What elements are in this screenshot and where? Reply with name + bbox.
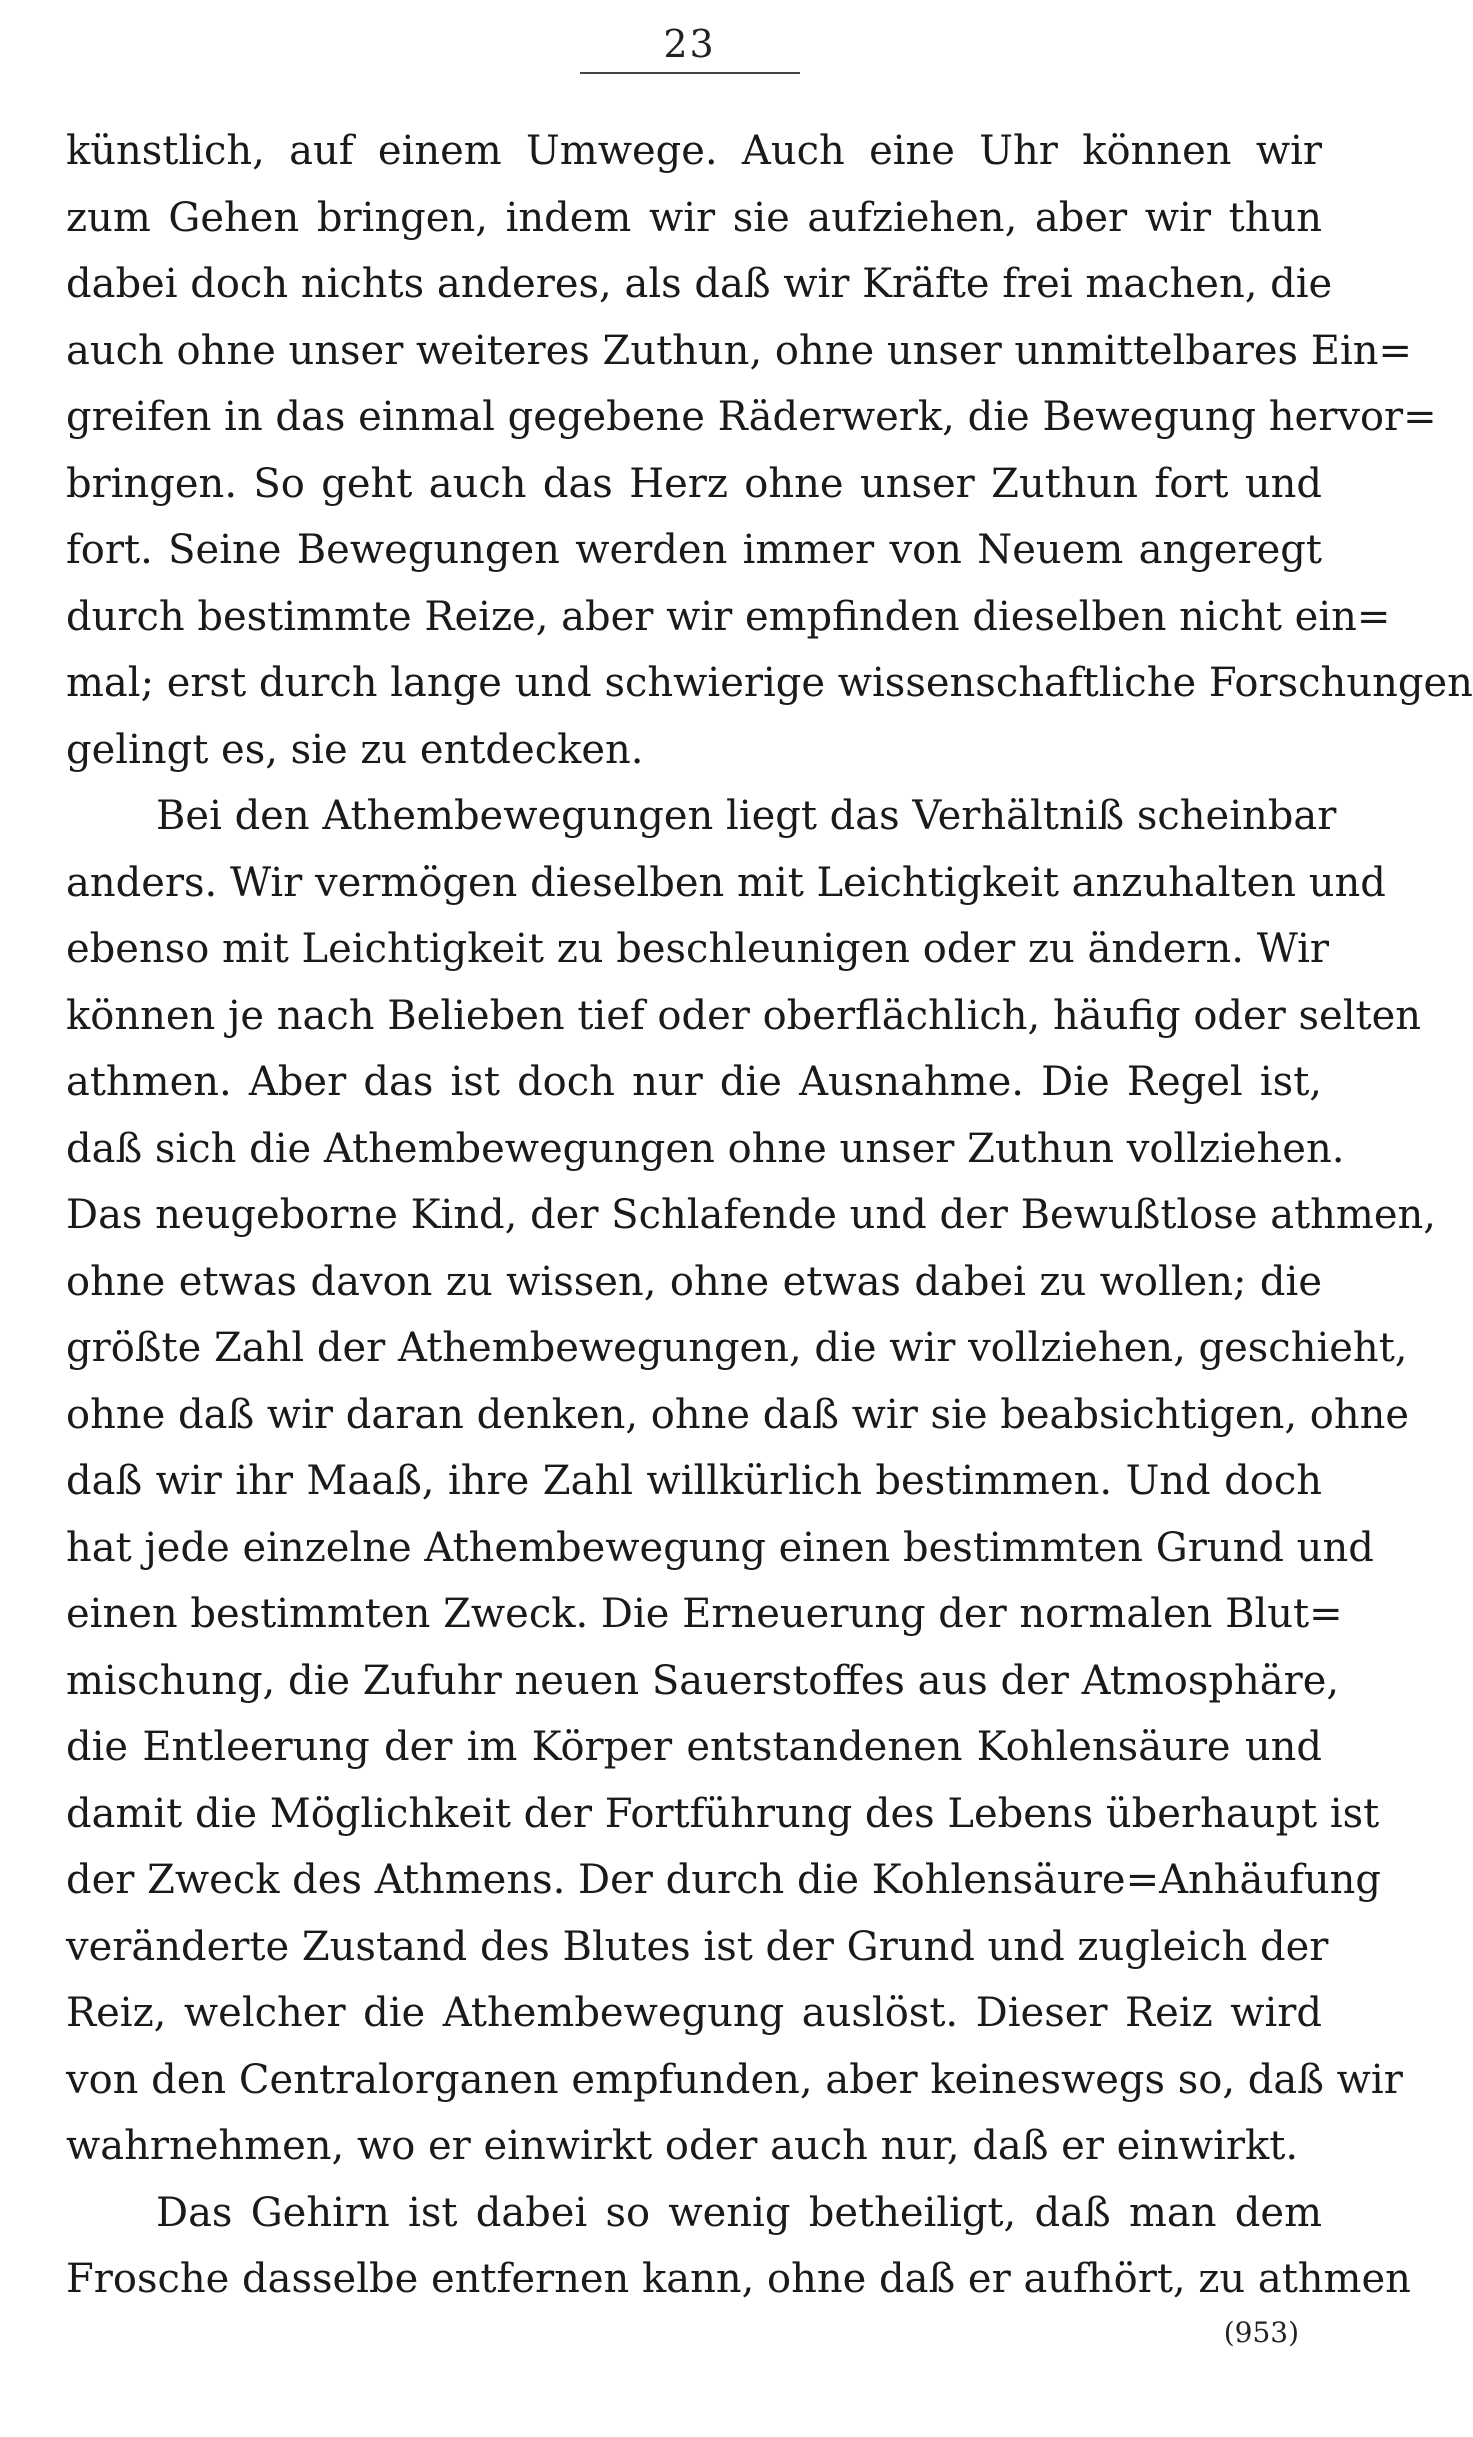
text-line: mischung, die Zufuhr neuen Sauerstoffes aus der Atmosphäre, xyxy=(66,1657,1340,1704)
paragraph-3 xyxy=(66,2180,1411,2313)
text-line: Frosche dasselbe entfernen kann, ohne daß er aufhört, zu athmen xyxy=(66,2256,1411,2302)
text-line: mal; erst durch lange und schwierige wissenschaftliche Forschungen xyxy=(66,660,1473,706)
text-line: veränderte Zustand des Blutes ist der Grund und zugleich der xyxy=(66,1923,1329,1970)
text-line: können je nach Belieben tief oder oberflächlich, häufig oder selten xyxy=(66,992,1422,1039)
print-mark: (953) xyxy=(1223,2316,1299,2349)
text-line: damit die Möglichkeit der Fortführung des Lebens überhaupt ist xyxy=(66,1790,1380,1837)
text-line: bringen. So geht auch das Herz ohne unser Zuthun fort und xyxy=(66,460,1322,507)
text-line: von den Centralorganen empfunden, aber keineswegs so, daß wir xyxy=(66,2056,1403,2103)
text-line: ebenso mit Leichtigkeit zu beschleunigen oder zu ändern. Wir xyxy=(66,926,1330,972)
text-line: Das Gehirn ist dabei so wenig betheiligt, daß man dem xyxy=(156,2189,1322,2236)
text-line: gelingt es, sie zu entdecken. xyxy=(66,726,644,773)
text-line: Reiz, welcher die Athembewegung auslöst. Dieser Reiz wird xyxy=(66,1990,1322,2036)
paragraph-1 xyxy=(66,118,1473,783)
paragraph-2 xyxy=(66,783,1436,2180)
text-line: fort. Seine Bewegungen werden immer von Neuem angeregt xyxy=(66,527,1322,573)
text-line: greifen in das einmal gegebene Räderwerk, die Bewegung hervor= xyxy=(66,394,1437,440)
body-text xyxy=(66,118,1473,2313)
text-line: daß wir ihr Maaß, ihre Zahl willkürlich bestimmen. Und doch xyxy=(66,1458,1322,1504)
text-line: durch bestimmte Reize, aber wir empfinden dieselben nicht ein= xyxy=(66,593,1391,640)
text-line: athmen. Aber das ist doch nur die Ausnahme. Die Regel ist, xyxy=(66,1059,1322,1105)
text-line: Bei den Athembewegungen liegt das Verhältniß scheinbar xyxy=(156,793,1337,839)
text-line: daß sich die Athembewegungen ohne unser Zuthun vollziehen. xyxy=(66,1125,1345,1172)
text-line: ohne etwas davon zu wissen, ohne etwas dabei zu wollen; die xyxy=(66,1258,1322,1305)
text-line: wahrnehmen, wo er einwirkt oder auch nur, daß er einwirkt. xyxy=(66,2123,1299,2169)
text-line: dabei doch nichts anderes, als daß wir Kräfte frei machen, die xyxy=(66,261,1333,307)
text-line: die Entleerung der im Körper entstandenen Kohlensäure und xyxy=(66,1724,1322,1770)
page-number: 23 xyxy=(663,22,716,66)
text-line: künstlich, auf einem Umwege. Auch eine Uhr können wir xyxy=(66,128,1322,174)
text-line: der Zweck des Athmens. Der durch die Kohlensäure=Anhäufung xyxy=(66,1857,1382,1903)
text-line: hat jede einzelne Athembewegung einen bestimmten Grund und xyxy=(66,1524,1374,1571)
text-line: einen bestimmten Zweck. Die Erneuerung der normalen Blut= xyxy=(66,1591,1343,1637)
header-rule xyxy=(580,72,800,74)
text-line: größte Zahl der Athembewegungen, die wir vollziehen, geschieht, xyxy=(66,1325,1408,1371)
text-line: Das neugeborne Kind, der Schlafende und der Bewußtlose athmen, xyxy=(66,1192,1436,1238)
text-line: ohne daß wir daran denken, ohne daß wir sie beabsichtigen, ohne xyxy=(66,1391,1410,1438)
text-line: zum Gehen bringen, indem wir sie aufziehen, aber wir thun xyxy=(66,194,1322,241)
text-line: auch ohne unser weiteres Zuthun, ohne unser unmittelbares Ein= xyxy=(66,327,1413,374)
text-line: anders. Wir vermögen dieselben mit Leichtigkeit anzuhalten und xyxy=(66,859,1386,906)
